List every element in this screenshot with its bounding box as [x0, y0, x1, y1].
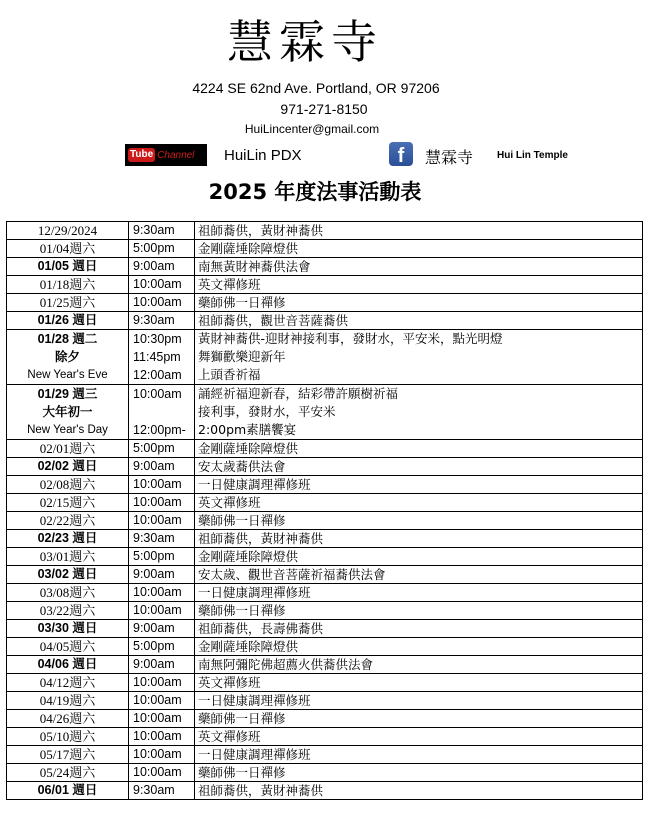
- date-cell-line: 01/28 週二: [37, 332, 98, 346]
- time-cell: 10:00am: [129, 584, 195, 602]
- table-row: [7, 258, 643, 276]
- event-cell: 藥師佛一日禪修: [195, 512, 643, 530]
- date-cell: 04/19週六: [7, 692, 129, 710]
- date-cell: 01/26 週日: [7, 312, 129, 330]
- table-row: [7, 385, 643, 440]
- facebook-name: 慧霖寺: [425, 148, 474, 167]
- date-cell: 05/24週六: [7, 764, 129, 782]
- event-cell: 藥師佛一日禪修: [195, 294, 643, 312]
- phone-number: 971-271-8150: [280, 101, 368, 117]
- facebook-icon: f: [389, 142, 413, 166]
- event-cell-line: 接利事，發財水，平安米: [198, 404, 336, 419]
- event-cell: 藥師佛一日禪修: [195, 602, 643, 620]
- table-row: [7, 330, 643, 385]
- time-cell-line: [133, 403, 194, 421]
- event-cell: 一日健康調理禪修班: [195, 746, 643, 764]
- table-row: [7, 276, 643, 294]
- time-cell: 10:00am: [129, 710, 195, 728]
- event-cell: 藥師佛一日禪修: [195, 764, 643, 782]
- event-cell-line: 上頭香祈福: [198, 367, 261, 382]
- date-cell: [7, 385, 129, 440]
- date-cell: 04/12週六: [7, 674, 129, 692]
- table-row: [7, 312, 643, 330]
- time-cell: 9:30am: [129, 782, 195, 800]
- table-row: [7, 494, 643, 512]
- date-cell: 03/02 週日: [7, 566, 129, 584]
- temple-name: 慧霖寺: [227, 15, 383, 69]
- time-cell: 10:00am: [129, 728, 195, 746]
- time-cell: 10:00am: [129, 476, 195, 494]
- event-cell: 金剛薩埵除障燈供: [195, 440, 643, 458]
- date-cell: [7, 330, 129, 385]
- table-row: [7, 782, 643, 800]
- table-row: [7, 476, 643, 494]
- event-cell: 金剛薩埵除障燈供: [195, 240, 643, 258]
- table-row: [7, 548, 643, 566]
- event-cell: 英文禪修班: [195, 674, 643, 692]
- date-cell-line: New Year's Day: [27, 424, 108, 436]
- time-cell: 9:00am: [129, 656, 195, 674]
- time-cell: 10:00am: [129, 692, 195, 710]
- table-row: [7, 602, 643, 620]
- event-cell: [195, 330, 643, 385]
- event-cell: 祖師蕎供，黃財神蕎供: [195, 782, 643, 800]
- english-temple-name: Hui Lin Temple: [497, 150, 568, 161]
- date-cell: 03/22週六: [7, 602, 129, 620]
- time-cell: 5:00pm: [129, 240, 195, 258]
- event-cell: 祖師蕎供，黃財神蕎供: [195, 222, 643, 240]
- table-row: [7, 620, 643, 638]
- table-row: [7, 638, 643, 656]
- event-cell: 南無黃財神蕎供法會: [195, 258, 643, 276]
- time-cell: 10:00am: [129, 276, 195, 294]
- event-cell-line: 舞獅歡樂迎新年: [198, 349, 286, 364]
- event-cell: 金剛薩埵除障燈供: [195, 638, 643, 656]
- time-cell: 10:00am: [129, 294, 195, 312]
- event-cell-line: 2:00pm素膳饗宴: [198, 422, 297, 437]
- table-row: [7, 294, 643, 312]
- date-cell: 04/05週六: [7, 638, 129, 656]
- date-cell: 04/26週六: [7, 710, 129, 728]
- event-cell: [195, 385, 643, 440]
- event-cell: 祖師蕎供，黃財神蕎供: [195, 530, 643, 548]
- table-row: [7, 674, 643, 692]
- time-cell: 9:00am: [129, 566, 195, 584]
- table-row: [7, 728, 643, 746]
- event-cell: 南無阿彌陀佛超薦火供蕎供法會: [195, 656, 643, 674]
- table-row: [7, 222, 643, 240]
- table-row: [7, 566, 643, 584]
- time-cell: 9:30am: [129, 222, 195, 240]
- youtube-name: HuiLin PDX: [224, 147, 302, 164]
- date-cell: 01/05 週日: [7, 258, 129, 276]
- date-cell: 02/02 週日: [7, 458, 129, 476]
- date-cell-line: 除夕: [54, 350, 80, 364]
- event-cell: 英文禪修班: [195, 728, 643, 746]
- date-cell: 03/30 週日: [7, 620, 129, 638]
- youtube-channel-icon: [125, 144, 207, 166]
- event-cell-line: 誦經祈福迎新春，結彩帶許願樹祈福: [198, 386, 399, 401]
- schedule-table: [6, 221, 642, 800]
- time-cell-line: 11:45pm: [133, 350, 181, 364]
- event-cell: 安太歲蕎供法會: [195, 458, 643, 476]
- time-cell: 9:00am: [129, 458, 195, 476]
- time-cell-line: 10:30pm: [133, 332, 182, 346]
- date-cell: 02/22週六: [7, 512, 129, 530]
- date-cell: 01/25週六: [7, 294, 129, 312]
- time-cell: 10:00am: [129, 746, 195, 764]
- event-cell: 英文禪修班: [195, 276, 643, 294]
- table-row: [7, 764, 643, 782]
- time-cell-line: 12:00pm-: [133, 423, 186, 437]
- address: 4224 SE 62nd Ave. Portland, OR 97206: [192, 80, 440, 96]
- event-cell: 安太歲、觀世音菩薩祈福蕎供法會: [195, 566, 643, 584]
- document-header: [0, 0, 653, 220]
- date-cell: 03/08週六: [7, 584, 129, 602]
- time-cell: 10:00am: [129, 512, 195, 530]
- date-cell: 02/23 週日: [7, 530, 129, 548]
- date-cell: 05/10週六: [7, 728, 129, 746]
- date-cell-line: 01/29 週三: [37, 387, 98, 401]
- time-cell: 5:00pm: [129, 638, 195, 656]
- event-cell: 藥師佛一日禪修: [195, 710, 643, 728]
- table-row: [7, 710, 643, 728]
- event-cell-line: 黃財神蕎供-迎財神接利事，發財水，平安米，點光明燈: [198, 331, 503, 346]
- time-cell-line: 10:00am: [133, 387, 182, 401]
- schedule-title: 2025 年度法事活動表: [208, 180, 422, 204]
- schedule-table-body: [7, 222, 643, 800]
- date-cell: 12/29/2024: [7, 222, 129, 240]
- time-cell: 9:30am: [129, 530, 195, 548]
- table-row: [7, 746, 643, 764]
- time-cell: 10:00am: [129, 674, 195, 692]
- date-cell: 06/01 週日: [7, 782, 129, 800]
- time-cell: 10:00am: [129, 764, 195, 782]
- youtube-channel-label: Channel: [157, 149, 195, 161]
- date-cell: 04/06 週日: [7, 656, 129, 674]
- time-cell: 10:00am: [129, 494, 195, 512]
- time-cell: 9:00am: [129, 620, 195, 638]
- event-cell: 一日健康調理禪修班: [195, 476, 643, 494]
- date-cell: 01/04週六: [7, 240, 129, 258]
- event-cell: 祖師蕎供，觀世音菩薩蕎供: [195, 312, 643, 330]
- table-row: [7, 692, 643, 710]
- date-cell: 03/01週六: [7, 548, 129, 566]
- date-cell: 05/17週六: [7, 746, 129, 764]
- table-row: [7, 458, 643, 476]
- date-cell: 02/01週六: [7, 440, 129, 458]
- email-address: HuiLincenter@gmail.com: [244, 122, 380, 136]
- event-cell: 一日健康調理禪修班: [195, 692, 643, 710]
- time-cell: 5:00pm: [129, 548, 195, 566]
- time-cell: [129, 385, 195, 440]
- youtube-tube-label: Tube: [130, 149, 154, 160]
- time-cell: 5:00pm: [129, 440, 195, 458]
- time-cell: 9:30am: [129, 312, 195, 330]
- event-cell: 祖師蕎供，長壽佛蕎供: [195, 620, 643, 638]
- table-row: [7, 512, 643, 530]
- table-row: [7, 530, 643, 548]
- time-cell: [129, 330, 195, 385]
- time-cell-line: 12:00am: [133, 368, 182, 382]
- date-cell: 02/15週六: [7, 494, 129, 512]
- date-cell: 02/08週六: [7, 476, 129, 494]
- time-cell: 9:00am: [129, 258, 195, 276]
- date-cell: 01/18週六: [7, 276, 129, 294]
- event-cell: 一日健康調理禪修班: [195, 584, 643, 602]
- table-row: [7, 440, 643, 458]
- social-links: [0, 140, 653, 170]
- table-row: [7, 240, 643, 258]
- event-cell: 金剛薩埵除障燈供: [195, 548, 643, 566]
- date-cell-line: New Year's Eve: [27, 369, 108, 381]
- date-cell-line: 大年初一: [42, 405, 93, 419]
- table-row: [7, 584, 643, 602]
- time-cell: 10:00am: [129, 602, 195, 620]
- event-cell: 英文禪修班: [195, 494, 643, 512]
- table-row: [7, 656, 643, 674]
